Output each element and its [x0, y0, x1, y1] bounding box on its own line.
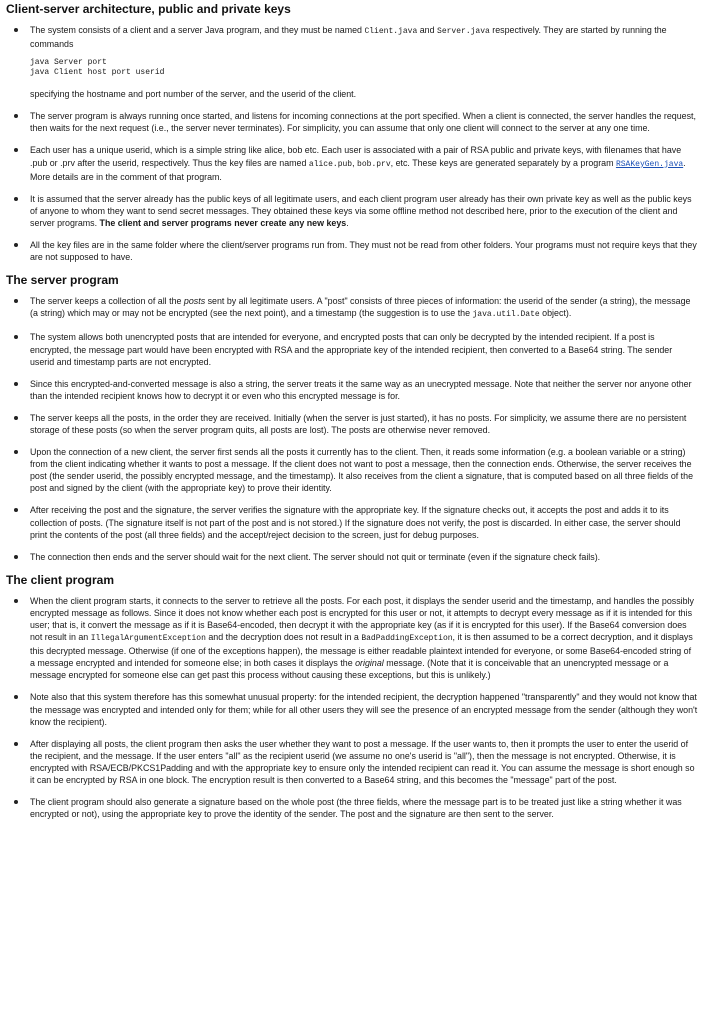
section-heading: The client program: [6, 572, 115, 587]
list-item: [30, 193, 706, 229]
document-page: [0, 2, 711, 820]
text: and the decryption does not result in a: [205, 632, 362, 643]
text: After displaying all posts, the client program then asks the user whether they want to post a message. If the user wants to, then it prompts the user to enter the userid of the recipient, and the message. If the user enters "all" as the recipient userid (we assume no one's userid is "all"), then the message is not encrypted. Otherwise, it is encrypted with RSA/ECB/PKCS1Padding and with the appropriate key to ensure only the intended recipient can read it. You can assume the message is short enough so it can be encrypted by RSA in one block. The encryption result is then converted to a Base64 string, and this becomes the "message" part of the post.: [30, 738, 695, 786]
text: The system allows both unencrypted posts that are intended for everyone, and encrypted posts that can only be decrypted by the intended recipient. If a post is encrypted, the message part would have been encrypted with RSA and the appropriate key of the intended recipient, then converted to a Base64 string. The sender userid and timestamp parts are not encrypted.: [30, 332, 673, 367]
text: respectively. They are started by running the commands: [30, 25, 667, 50]
inline-code: Server.java: [437, 27, 490, 36]
list-item: [30, 378, 706, 402]
text: Each user has a unique userid, which is a simple string like alice, bob etc. Each user is associated with a pair of RSA public and private keys, with filenames that have .pub or .prv after the userid, respectively. Thus the key files are named: [30, 145, 682, 168]
text: Upon the connection of a new client, the server first sends all the posts it currently has to the client. Then, it reads some information (e.g. a boolean variable or a string) from the client indicating whether it wants to post a message. If the client does not want to post a message, then the connection ends. Otherwise, the server receives the post (the sender userid, the possibly encrypted message, and the timestamp). It also receives from the client a signature, that is computed based on all three fields of the post and signed by the client (with the appropriate key) to prove their identity.: [30, 447, 694, 494]
text: The server program is always running once started, and listens for incoming connections at the port specified. When a client is connected, the server handles the request, then waits for the next request (i.e., the server never terminates). For simplicity, you can assume that only one client will connect to the server at any one time.: [30, 111, 696, 134]
text: and: [417, 25, 438, 35]
text: It is assumed that the server already has the public keys of all legitimate users, and each client program user already has their own private key as well as the public keys of anyone to whom they want to send secret messages. They obtained these keys via some offline method not described here, prior to the execution of the client and server programs.: [30, 193, 692, 228]
inline-code: Client.java: [364, 27, 418, 36]
list-item: [30, 551, 706, 563]
text: Note also that this system therefore has this somewhat unusual property: for the intended recipient, the decryption happened "transparently" and they would not know that the message was encrypted and intended only for them; while for all other users they will see the presence of an encrypted message from the sender (although they won't know the recipient).: [30, 692, 698, 727]
text: .: [346, 217, 349, 228]
list-item: [30, 691, 706, 727]
inline-code: BadPaddingException: [361, 634, 453, 644]
text: ,: [352, 157, 358, 168]
text: object).: [539, 308, 572, 319]
text: The server keeps all the posts, in the order they are received. Initially (when the server is just started), it has no posts. For simplicity, we assume there are no persistent storage of these posts (so when the server program quits, all posts are lost). The posts are otherwise never removed.: [30, 412, 687, 435]
list-item: [30, 446, 706, 494]
list-item: [30, 331, 706, 367]
emphasis: posts: [183, 296, 206, 307]
bold-text: The client and server programs never create any new keys: [99, 217, 347, 228]
text: The connection then ends and the server should wait for the next client. The server should not quit or terminate (even if the signature check fails).: [30, 551, 601, 562]
rsakeygen-link[interactable]: RSAKeyGen.java: [615, 159, 684, 169]
list-item: [30, 796, 706, 820]
text: When the client program starts, it connects to the server to retrieve all the posts. For each post, it displays the sender userid and the timestamp, and handles the possibly encrypted message as follows. Since it does not know whether each post is encrypted for this user or not, it attempts to decrypt every message as if it is intended for this user; that is, it convert the message as if it is Base64-encoded, then decrypt it with the appropriate key (as if it is encrypted for this user). If the Base64 conversion does not result in an: [30, 595, 694, 643]
server-list: [6, 295, 706, 563]
text: specifying the hostname and port number of the server, and the userid of the client.: [30, 89, 357, 100]
text: The system consists of a client and a server Java program, and they must be named: [30, 25, 365, 35]
page-title: Client-server architecture, public and private keys: [6, 2, 291, 16]
text: The client program should also generate a signature based on the whole post (the three fields, where the message part is to be treated just like a string whether it was encrypted or not), using the appropriate key to prove the identity of the sender. The post and the signature are then sent to the server.: [30, 797, 682, 820]
list-item: [30, 295, 706, 321]
command-block: [30, 58, 698, 78]
list-item: [30, 144, 706, 182]
list-item: [30, 239, 706, 263]
section-heading: The server program: [6, 273, 119, 288]
text: sent by all legitimate users. A "post" consists of three pieces of information: the userid of the sender (a string), the message (a string) which may or may not be encrypted (see the next point), and a timestamp (the suggestion is to use the: [30, 296, 691, 319]
list-item: [30, 412, 706, 436]
text: . More details are in the comment of that program.: [30, 157, 686, 182]
inline-code: alice.pub: [308, 159, 353, 169]
inline-code: bob.prv: [357, 159, 391, 169]
command-line: java Server port: [30, 58, 107, 68]
text: , it is then assumed to be a correct decryption, and it displays this decrypted message. Otherwise (if one of the exceptions happen), the message is either readable plaintext intended for everyone, or some Base64-encoded string of a message encrypted and intended for someone else; in both cases it displays the: [30, 632, 693, 669]
text: The server keeps a collection of all the: [30, 296, 184, 307]
list-item: [30, 110, 706, 134]
command-line: java Client host port userid: [30, 68, 165, 78]
text: , etc. These keys are generated separately by a program: [390, 157, 616, 168]
client-list: [6, 595, 706, 821]
inline-code: IllegalArgumentException: [90, 634, 206, 644]
list-item: [30, 24, 706, 100]
list-item: [30, 595, 706, 682]
list-item: [30, 504, 706, 540]
text: All the key files are in the same folder where the client/server programs run from. They must not be read from other folders. Your programs must not require keys that they are not supposed to have.: [30, 240, 697, 263]
text: After receiving the post and the signature, the server verifies the signature with the appropriate key. If the signature checks out, it accepts the post and adds it to its collection of posts. (The signature itself is not part of the post and is not stored.) If the signature does not verify, the post is discarded. In either case, the server should print the contents of the post (all three fields) and the accept/reject decision to the screen, just for debug purposes.: [30, 505, 681, 540]
text: Since this encrypted-and-converted message is also a string, the server treats it the same way as an unecrypted message. Note that neither the server nor anyone other than the intended recipient knows how to decrypt it or even who this encrypted message is for.: [30, 378, 692, 401]
inline-code: java.util.Date: [472, 310, 540, 320]
intro-list: [6, 24, 706, 263]
text: message. (Note that it is conceivable that an unencrypted message or a message encrypted for someone else can get past this process without causing these exceptions, but this is unlikely.): [30, 658, 669, 681]
emphasis: original: [355, 658, 384, 669]
list-item: [30, 738, 706, 786]
